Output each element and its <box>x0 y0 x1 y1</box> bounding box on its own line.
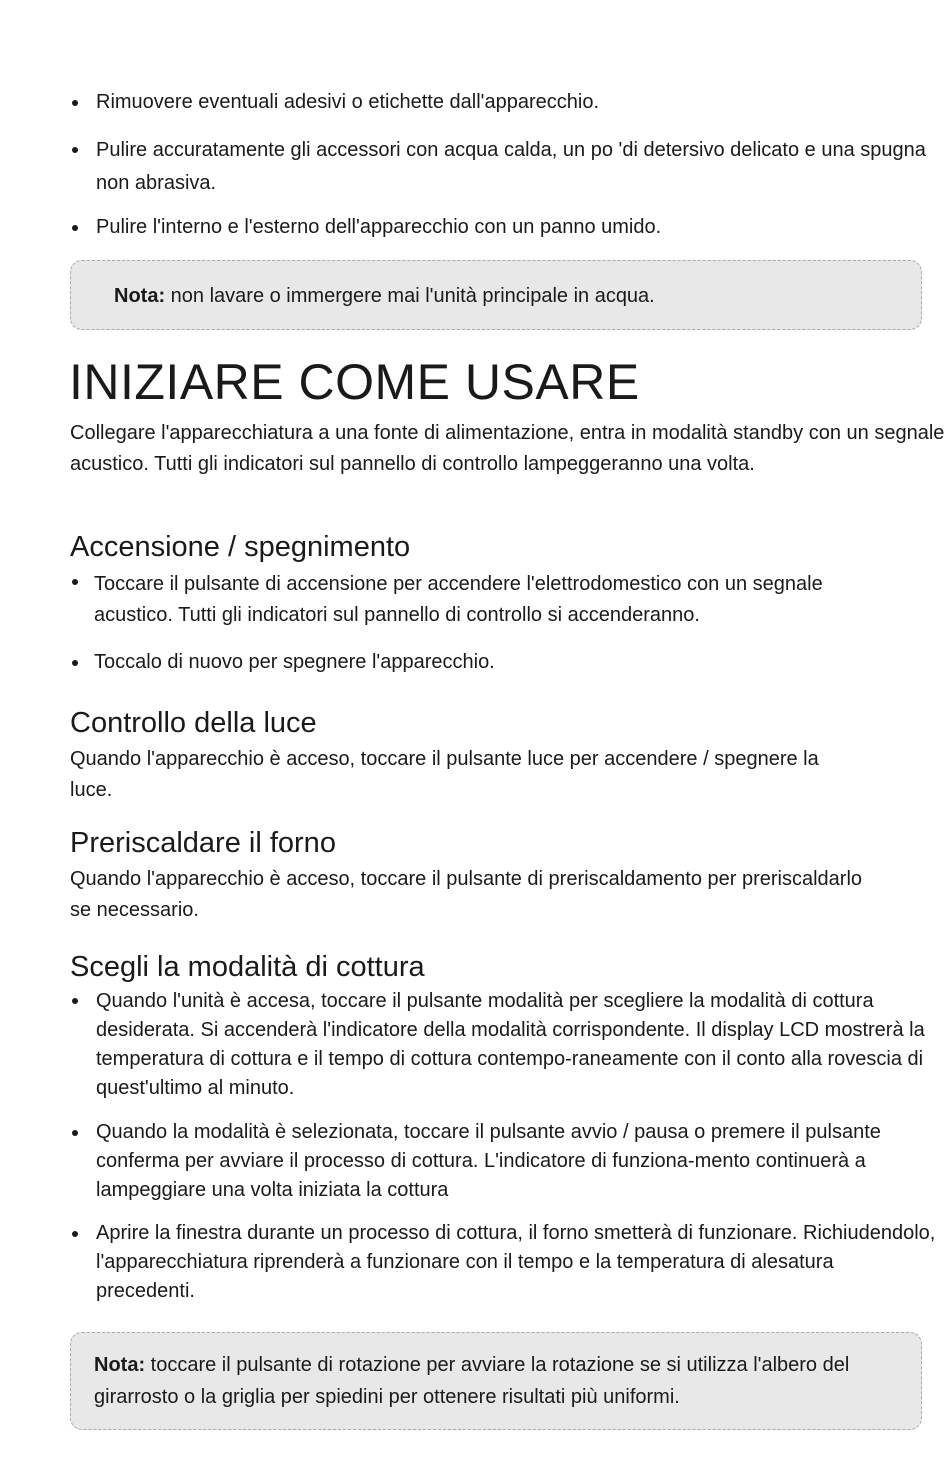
bullet-dot <box>72 225 78 231</box>
note-text <box>114 280 914 312</box>
bullet-text: Aprire la finestra durante un processo di cottura, il forno smetterà di funzionare. Richiudendolo, l'apparecchiatura riprenderà a funzionare con il tempo e la temperatura di alesatura precedenti. <box>96 1222 936 1302</box>
bullet-dot <box>72 998 78 1004</box>
light-paragraph: Quando l'apparecchio è acceso, toccare il pulsante luce per accendere / spegnere la luce. <box>70 748 819 801</box>
note-label: Nota: <box>114 285 166 307</box>
bullet-dot <box>72 660 78 666</box>
note-text <box>94 1349 909 1413</box>
section-heading-mode: Scegli la modalità di cottura <box>70 951 425 983</box>
bullet-dot <box>72 579 78 585</box>
list-item <box>72 134 950 198</box>
page-title: INIZIARE COME USARE <box>69 354 640 410</box>
list-item <box>72 569 950 633</box>
bullet-text: Quando l'unità è accesa, toccare il pulsante modalità per scegliere la modalità di cottura desiderata. Si accenderà l'indicatore della modalità corrispondente. Il display LCD mostrerà la temperatura di cottura e il tempo di cottura contempo-raneamente con il conto alla rovescia di quest'ultimo al minuto. <box>96 990 925 1099</box>
list-item <box>72 87 942 119</box>
list-item <box>72 212 942 244</box>
note-body: toccare il pulsante di rotazione per avviare la rotazione se si utilizza l'albero del girarrosto o la griglia per spiedini per ottenere risultati più uniformi. <box>94 1354 850 1408</box>
note-box <box>70 260 922 330</box>
section-heading-light: Controllo della luce <box>70 707 317 739</box>
bullet-text: Rimuovere eventuali adesivi o etichette dall'apparecchio. <box>96 91 599 113</box>
bullet-text: Pulire accuratamente gli accessori con acqua calda, un po 'di detersivo delicato e una spugna non abrasiva. <box>96 139 926 194</box>
intro-paragraph: Collegare l'apparecchiatura a una fonte di alimentazione, entra in modalità standby con un segnale acustico. Tutti gli indicatori sul pannello di controllo lampeggeranno una volta. <box>70 422 945 475</box>
bullet-dot <box>72 1130 78 1136</box>
bullet-dot <box>72 100 78 106</box>
section-heading-preheat: Preriscaldare il forno <box>70 827 336 859</box>
preheat-paragraph: Quando l'apparecchio è acceso, toccare il pulsante di preriscaldamento per preriscaldarlo se necessario. <box>70 868 863 921</box>
section-heading-power: Accensione / spegnimento <box>70 531 411 563</box>
list-item <box>72 987 950 1105</box>
note-body: non lavare o immergere mai l'unità principale in acqua. <box>165 285 655 307</box>
bullet-text: Toccare il pulsante di accensione per accendere l'elettrodomestico con un segnale acustico. Tutti gli indicatori sul pannello di controllo si accenderanno. <box>94 573 823 626</box>
bullet-text: Toccalo di nuovo per spegnere l'apparecchio. <box>94 651 495 673</box>
bullet-text: Pulire l'interno e l'esterno dell'apparecchio con un panno umido. <box>96 216 662 238</box>
list-item <box>72 647 942 679</box>
list-item <box>72 1118 950 1208</box>
note-label: Nota: <box>94 1354 146 1376</box>
note-box <box>70 1332 922 1430</box>
bullet-text: Quando la modalità è selezionata, toccare il pulsante avvio / pausa o premere il pulsante conferma per avviare il processo di cottura. L'indicatore di funziona-mento continuerà a lampeggiare una volta iniziata la cottura <box>96 1121 881 1201</box>
bullet-dot <box>72 147 78 153</box>
bullet-dot <box>72 1231 78 1237</box>
list-item <box>72 1219 950 1309</box>
